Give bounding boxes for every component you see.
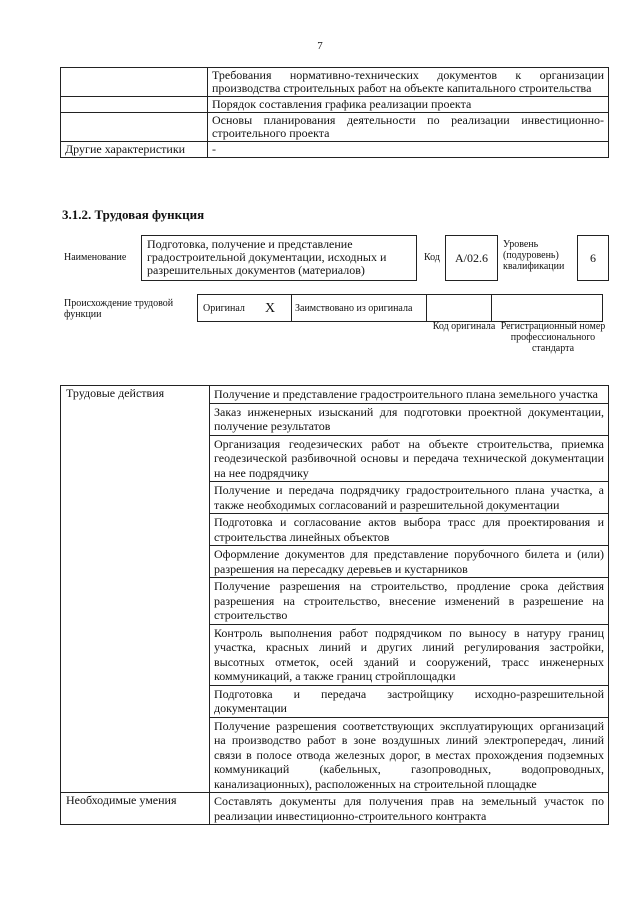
origin-table <box>197 294 603 322</box>
row-text: Порядок составления графика реализации проекта <box>208 97 609 113</box>
reg-number-cell <box>492 295 603 322</box>
table-row <box>61 793 609 825</box>
labor-action-item: Получение разрешения на строительство, продление срока действия разрешения на строительство, внесение изменений в разрешение на строительство <box>210 578 609 625</box>
function-code-box: A/02.6 <box>445 235 498 281</box>
original-mark: X <box>265 295 292 322</box>
row-text: Основы планирования деятельности по реализации инвестиционно-строительного проекта <box>208 113 609 142</box>
qualification-level-label: Уровень (подуровень) квалификации <box>503 239 565 272</box>
other-characteristics-label: Другие характеристики <box>61 142 208 158</box>
labor-action-item: Подготовка и согласование актов выбора трасс для проектирования и строительства линейных объектов <box>210 514 609 546</box>
original-code-caption: Код оригинала <box>432 321 496 332</box>
function-name-box: Подготовка, получение и представление градостроительной документации, исходных и разрешительных документов (материалов) <box>141 235 417 281</box>
table-row <box>61 386 609 404</box>
section-title: 3.1.2. Трудовая функция <box>62 207 205 222</box>
labor-actions-label: Трудовые действия <box>61 386 210 793</box>
table-row <box>198 295 603 322</box>
labor-function-table <box>60 385 609 825</box>
labor-action-item: Заказ инженерных изысканий для подготовки проектной документации, получение результатов <box>210 403 609 435</box>
skills-label: Необходимые умения <box>61 793 210 825</box>
original-label: Оригинал <box>198 295 266 322</box>
knowledge-continuation-table <box>60 67 609 158</box>
row-text: Требования нормативно-технических документов к организации производства строительных работ на объекте капитального строительства <box>208 68 609 97</box>
original-code-cell <box>427 295 492 322</box>
labor-action-item: Контроль выполнения работ подрядчиком по выносу в натуру границ участка, красных линий и других линий регулирования застройки, высотных отметок, осей зданий и сооружений, трасс инженерных коммуникаций, а также границ стройплощадки <box>210 624 609 685</box>
row-label <box>61 113 208 142</box>
labor-action-item: Получение разрешения соответствующих эксплуатирующих организаций на производство работ в зоне воздушных линий электропередач, линий связи в полосе отвода железных дорог, в местах прохождения подземных коммуникаций (кабельных, газопроводных, водопроводных, канализационных), расположенных на строительной площадке <box>210 717 609 793</box>
row-label <box>61 68 208 97</box>
labor-action-item: Организация геодезических работ на объекте строительства, приемка геодезической разбивочной основы и передача технической документации на нее подрядчику <box>210 435 609 482</box>
table-row <box>61 68 609 97</box>
name-label: Наименование <box>64 252 127 263</box>
code-label: Код <box>424 252 440 263</box>
labor-action-item: Оформление документов для представление порубочного билета и (или) разрешения на пересадку деревьев и кустарников <box>210 546 609 578</box>
labor-action-item: Получение и передача подрядчику градостроительного плана участка, а также необходимых согласований и разрешительной документации <box>210 482 609 514</box>
table-row <box>61 113 609 142</box>
other-characteristics-value: - <box>208 142 609 158</box>
origin-label: Происхождение трудовой функции <box>64 298 174 320</box>
borrowed-label: Заимствовано из оригинала <box>292 295 427 322</box>
table-row <box>61 97 609 113</box>
labor-action-item: Получение и представление градостроительного плана земельного участка <box>210 386 609 404</box>
skill-item: Составлять документы для получения прав на земельный участок по реализации инвестиционно-строительного контракта <box>210 793 609 825</box>
page-number: 7 <box>317 40 323 52</box>
row-label <box>61 97 208 113</box>
reg-number-caption: Регистрационный номер профессионального стандарта <box>500 321 606 354</box>
labor-action-item: Подготовка и передача застройщику исходно-разрешительной документации <box>210 685 609 717</box>
qualification-level-box: 6 <box>577 235 609 281</box>
table-row <box>61 142 609 158</box>
